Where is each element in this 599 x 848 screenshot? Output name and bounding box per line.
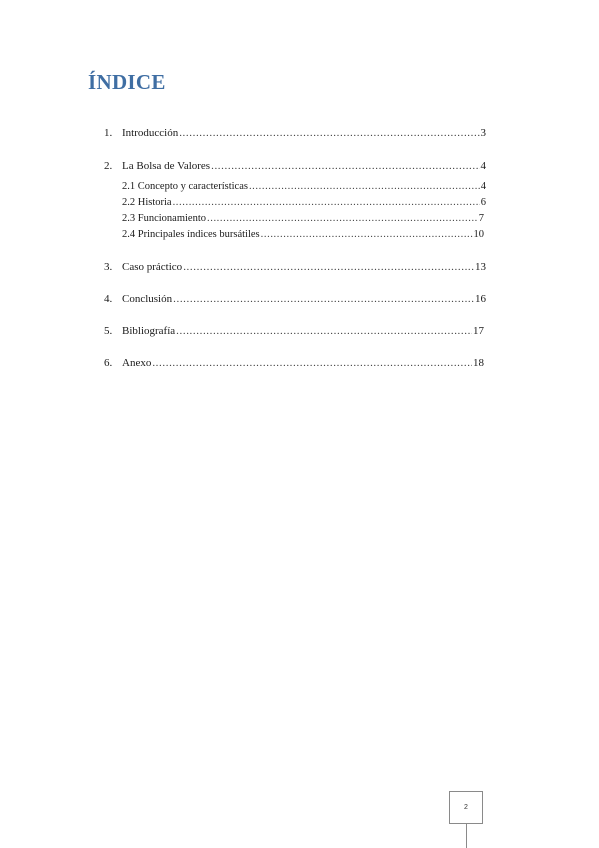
toc-leader-dots (152, 356, 472, 370)
toc-entry-introduccion[interactable] (104, 126, 486, 140)
toc-entry-concepto[interactable] (122, 180, 486, 194)
toc-entry-page: 6 (480, 197, 486, 208)
toc-entry-number: 2. (104, 160, 113, 172)
toc-leader-dots (176, 324, 472, 338)
toc-leader-dots (249, 180, 480, 194)
toc-entry-page: 4 (480, 181, 486, 192)
page-title: ÍNDICE (88, 70, 166, 94)
toc-entry-label: Conclusión (122, 293, 173, 305)
toc-entry-page: 18 (473, 357, 484, 369)
toc-entry-label: 2.1 Concepto y características (122, 181, 248, 192)
toc-entry-number: 3. (104, 261, 113, 273)
toc-entry-indices-bursatiles[interactable] (122, 228, 484, 242)
toc-entry-label: Bibliografía (122, 325, 176, 337)
toc-entry-caso-practico[interactable] (104, 260, 486, 274)
toc-entry-label: 2.2 Historia (122, 197, 172, 208)
toc-entry-page: 16 (475, 293, 486, 305)
toc-leader-dots (183, 260, 474, 274)
toc-entry-number: 1. (104, 127, 113, 139)
toc-leader-dots (261, 228, 473, 242)
toc-entry-page: 3 (480, 127, 486, 139)
toc-entry-page: 10 (473, 229, 484, 240)
toc-entry-page: 4 (480, 160, 486, 172)
toc-leader-dots (173, 196, 480, 210)
toc-entry-label: Anexo (122, 357, 152, 369)
toc-entry-label: Introducción (122, 127, 179, 139)
toc-entry-anexo[interactable] (104, 356, 484, 370)
toc-entry-page: 17 (473, 325, 484, 337)
toc-entry-funcionamiento[interactable] (122, 212, 484, 226)
toc-entry-number: 4. (104, 293, 113, 305)
toc-entry-bolsa-de-valores[interactable] (104, 159, 486, 173)
toc-entry-number: 5. (104, 325, 113, 337)
page-number-connector-line (466, 824, 467, 848)
toc-entry-label: 2.4 Principales índices bursátiles (122, 229, 260, 240)
toc-entry-label: La Bolsa de Valores (122, 160, 211, 172)
toc-leader-dots (211, 159, 479, 173)
toc-entry-conclusion[interactable] (104, 292, 486, 306)
toc-leader-dots (179, 126, 479, 140)
toc-entry-label: 2.3 Funcionamiento (122, 213, 206, 224)
toc-entry-page: 13 (475, 261, 486, 273)
toc-leader-dots (173, 292, 474, 306)
toc-entry-historia[interactable] (122, 196, 486, 210)
toc-leader-dots (207, 212, 478, 226)
toc-entry-page: 7 (478, 213, 484, 224)
page-number: 2 (464, 804, 468, 811)
page-number-box (449, 791, 483, 824)
toc-entry-bibliografia[interactable] (104, 324, 484, 338)
toc-entry-number: 6. (104, 357, 113, 369)
toc-entry-label: Caso práctico (122, 261, 183, 273)
